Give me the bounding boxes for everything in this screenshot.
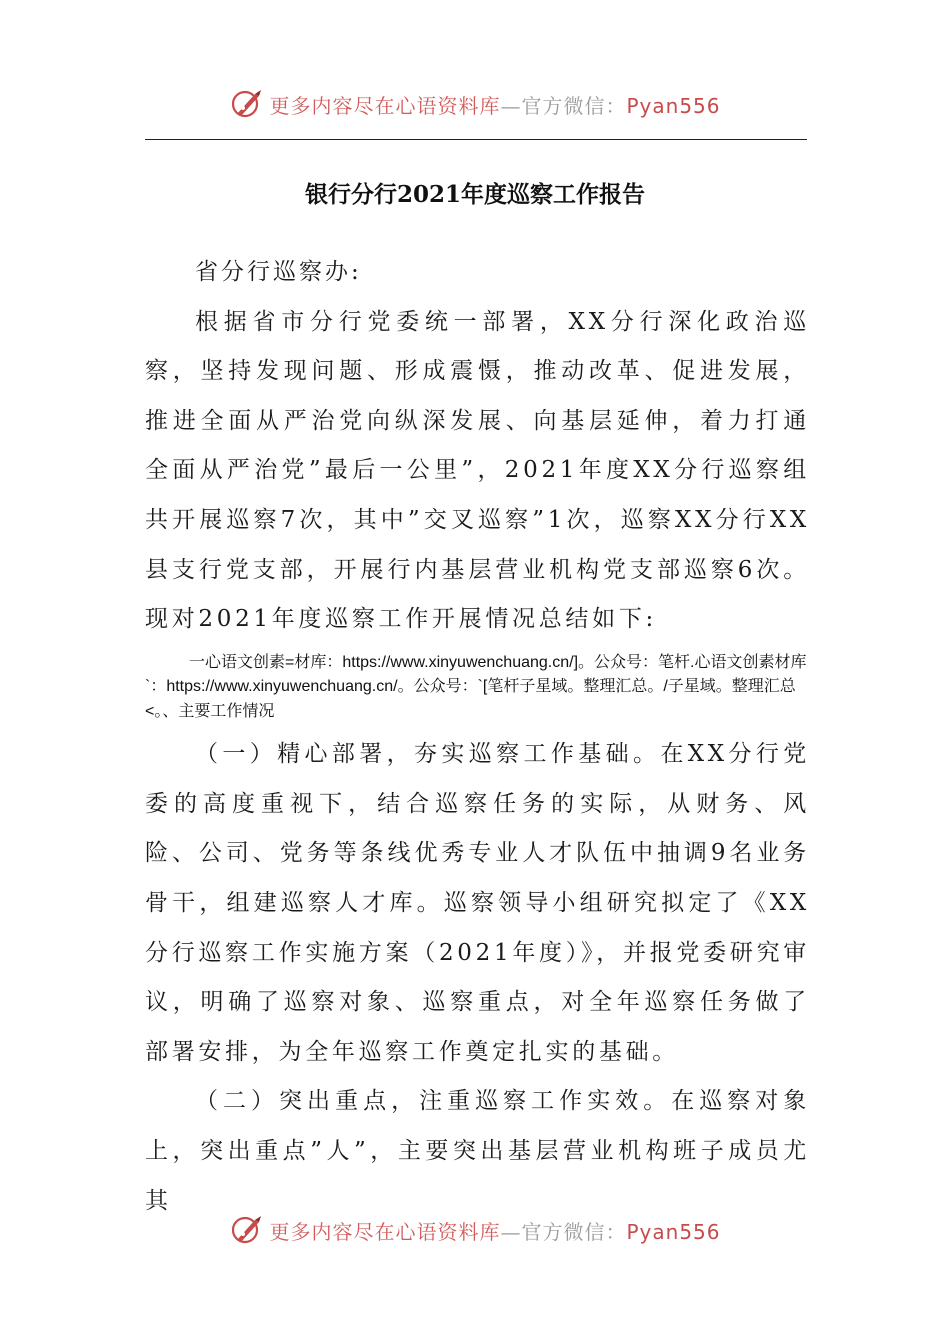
pen-logo-icon (229, 86, 265, 122)
addressee: 省分行巡察办: (195, 259, 362, 285)
banner-grey-text: —官方微信： (500, 1219, 627, 1244)
header-banner (0, 82, 950, 126)
banner-grey-text: —官方微信： (500, 93, 627, 118)
banner-wechat-id: Pyan556 (626, 1219, 721, 1244)
header-rule (145, 139, 807, 140)
banner-red-text: 更多内容尽在心语资料库 (269, 1219, 501, 1244)
pen-logo-icon (229, 1212, 265, 1248)
section-paragraph: （二）突出重点，注重巡察工作实效。在巡察对象上，突出重点”人”，主要突出基层营业机构班子成员尤其 (145, 1088, 810, 1214)
footer-banner (0, 1208, 950, 1252)
intro-paragraph: 根据省市分行党委统一部署，XX分行深化政治巡察，坚持发现问题、形成震慑，推动改革、促进发展，推进全面从严治党向纵深发展、向基层延伸，着力打通全面从严治党”最后一公里”，2021年度XX分行巡察组共开展巡察7次，其中”交叉巡察”1次，巡察XX分行XX县支行党支部，开展行内基层营业机构党支部巡察6次。现对2021年度巡察工作开展情况总结如下: (145, 308, 810, 633)
document-title: 银行分行2021年度巡察工作报告 (304, 181, 645, 208)
banner-wechat-id: Pyan556 (626, 93, 721, 118)
document-body (145, 248, 810, 1226)
banner-red-text: 更多内容尽在心语资料库 (269, 93, 501, 118)
section-paragraph: （一）精心部署，夯实巡察工作基础。在XX分行党委的高度重视下，结合巡察任务的实际，从财务、风险、公司、党务等条线优秀专业人才队伍中抽调9名业务骨干，组建巡察人才库。巡察领导小组研究拟定了《XX分行巡察工作实施方案（2021年度）》，并报党委研究审议，明确了巡察对象、巡察重点，对全年巡察任务做了部署安排，为全年巡察工作奠定扎实的基础。 (145, 741, 810, 1065)
inserted-note: 一心语文创素=材库：https://www.xinyuwenchuang.cn/]。公众号：笔杆.心语文创素材库`：https://www.xinyuwenchuang.cn/。公众号：`[笔杆子星域。整理汇总。/子星域。整理汇总<。、主要工作情况 (145, 653, 807, 720)
